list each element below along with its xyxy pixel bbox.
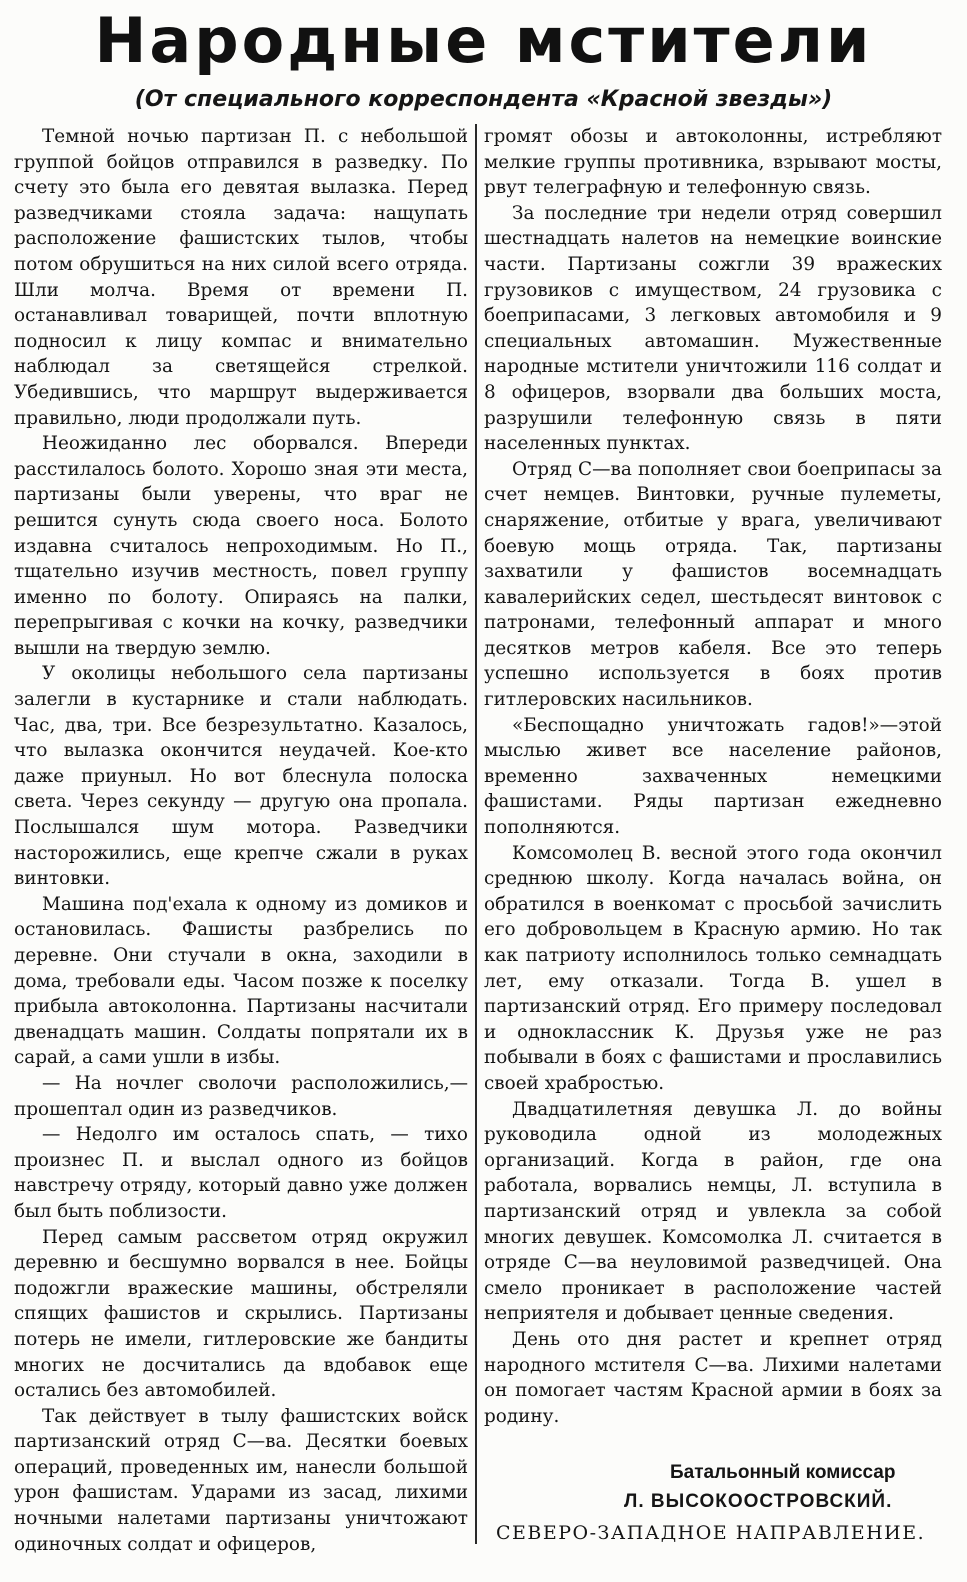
author-name: Л. ВЫСОКООСТРОВСКИЙ. [624, 1491, 893, 1512]
article-byline: (От специального корреспондента «Красной звезды») [134, 87, 833, 112]
article-title: Народные мстители [94, 4, 873, 77]
dateline-place: СЕВЕРО-ЗАПАДНОЕ НАПРАВЛЕНИЕ. [496, 1522, 926, 1544]
paragraph: За последние три недели отряд совершил шестнадцать налетов на немецкие воинские части. Партизаны сожгли 39 вражеских грузовиков с имуществом, 24 грузовика с боеприпасами, 3 легковых автомобиля и 9 специальных автомашин. Мужественные народные мстители уничтожили 116 солдат и 8 офицеров, взорвали два больших моста, разрушили телефонную связь в пяти населенных пунктах. [484, 202, 942, 455]
paragraph: Темной ночью партизан П. с небольшой группой бойцов отправился в разведку. По счету это была его девятая вылазка. Перед разведчиками стояла задача: нащупать расположение фашистских тылов, чтобы потом обрушиться на них силой всего отряда. Шли молча. Время от времени П. останавливал товарищей, почти вплотную подносил к лицу компас и внимательно наблюдал за светящейся стрелкой. Убедившись, что маршрут выдерживается правильно, люди продолжали путь. [14, 126, 468, 429]
paragraph: Двадцатилетняя девушка Л. до войны руководила одной из молодежных организаций. Когда в район, где она работала, ворвались немцы, Л. вступила в партизанский отряд и увлекла за собой многих девушек. Комсомолка Л. считается в отряде С—ва неуловимой разведчицей. Она смело проникает в расположение частей неприятеля и добывает ценные сведения. [484, 1098, 942, 1325]
column-divider [475, 124, 477, 1544]
paragraph: Перед самым рассветом отряд окружил деревню и бесшумно ворвался в нее. Бойцы подожгли вражеские машины, обстреляли спящих фашистов и скрылись. Партизаны потерь не имели, гитлеровские же бандиты многих не досчитались да вдобавок еще остались без автомобилей. [14, 1226, 468, 1402]
paragraph: Комсомолец В. весной этого года окончил среднюю школу. Когда началась война, он обратился в военкомат с просьбой зачислить его добровольцем в Красную армию. Но так как патриоту исполнилось только семнадцать лет, ему отказали. Тогда В. ушел в партизанский отряд. Его примеру последовал и одноклассник К. Друзья уже не раз побывали в боях с фашистами и прославились своей храбростью. [484, 842, 942, 1094]
paragraph: Неожиданно лес оборвался. Впереди расстилалось болото. Хорошо зная эти места, партизаны были уверены, что враг не решится сунуть сюда своего носа. Болото издавна считалось непроходимым. Но П., тщательно изучив местность, повел группу именно по болоту. Опираясь на палки, перепрыгивая с кочки на кочку, разведчики вышли на твердую землю. [14, 433, 468, 659]
paragraph: Отряд С—ва пополняет свои боеприпасы за счет немцев. Винтовки, ручные пулеметы, снаряжение, отбитые у врага, увеличивают боевую мощь отряда. Так, партизаны захватили у фашистов восемнадцать кавалерийских седел, шестьдесят винтовок с патронами, телефонный аппарат и много десятков метров кабеля. Все это теперь успешно используется в боях против гитлеровских насильников. [484, 458, 942, 711]
paragraph: День ото дня растет и крепнет отряд народного мстителя С—ва. Лихими налетами он помогает частям Красной армии в боях за родину. [484, 1328, 942, 1427]
paragraph: громят обозы и автоколонны, истребляют мелкие группы противника, взрывают мосты, рвут телеграфную и телефонную связь. [484, 126, 942, 199]
author-role: Батальонный комиссар [670, 1462, 896, 1483]
paragraph: «Беспощадно уничтожать гадов!»—этой мыслью живет все население районов, временно захваченных немецкими фашистами. Ряды партизан ежедневно пополняются. [484, 714, 942, 839]
paragraph: — Недолго им осталось спать, — тихо произнес П. и выслал одного из бойцов навстречу отряду, который давно уже должен был быть поблизости. [14, 1124, 468, 1222]
right-column [484, 124, 942, 1429]
paragraph: У околицы небольшого села партизаны залегли в кустарнике и стали наблюдать. Час, два, три. Все безрезультатно. Казалось, что вылазка окончится неудачей. Кое-кто даже приуныл. Но вот блеснула полоска света. Через секунду — другую она пропала. Послышался шум мотора. Разведчики насторожились, еще крепче сжали в руках винтовки. [14, 663, 468, 890]
paragraph: Машина под'ехала к одному из домиков и остановилась. Фашисты разбрелись по деревне. Они стучали в окна, заходили в дома, требовали еды. Часом позже к поселку прибыла автоколонна. Партизаны насчитали двенадцать машин. Солдаты попрятали их в сарай, а сами ушли в избы. [14, 893, 468, 1069]
paragraph: — На ночлег сволочи расположились,— прошептал один из разведчиков. [14, 1072, 468, 1120]
left-column [14, 124, 468, 1557]
paragraph: Так действует в тылу фашистских войск партизанский отряд С—ва. Десятки боевых операций, проведенных им, нанесли большой урон фашистам. Ударами из засад, лихими ночными налетами партизаны уничтожают одиночных солдат и офицеров, [14, 1405, 468, 1555]
